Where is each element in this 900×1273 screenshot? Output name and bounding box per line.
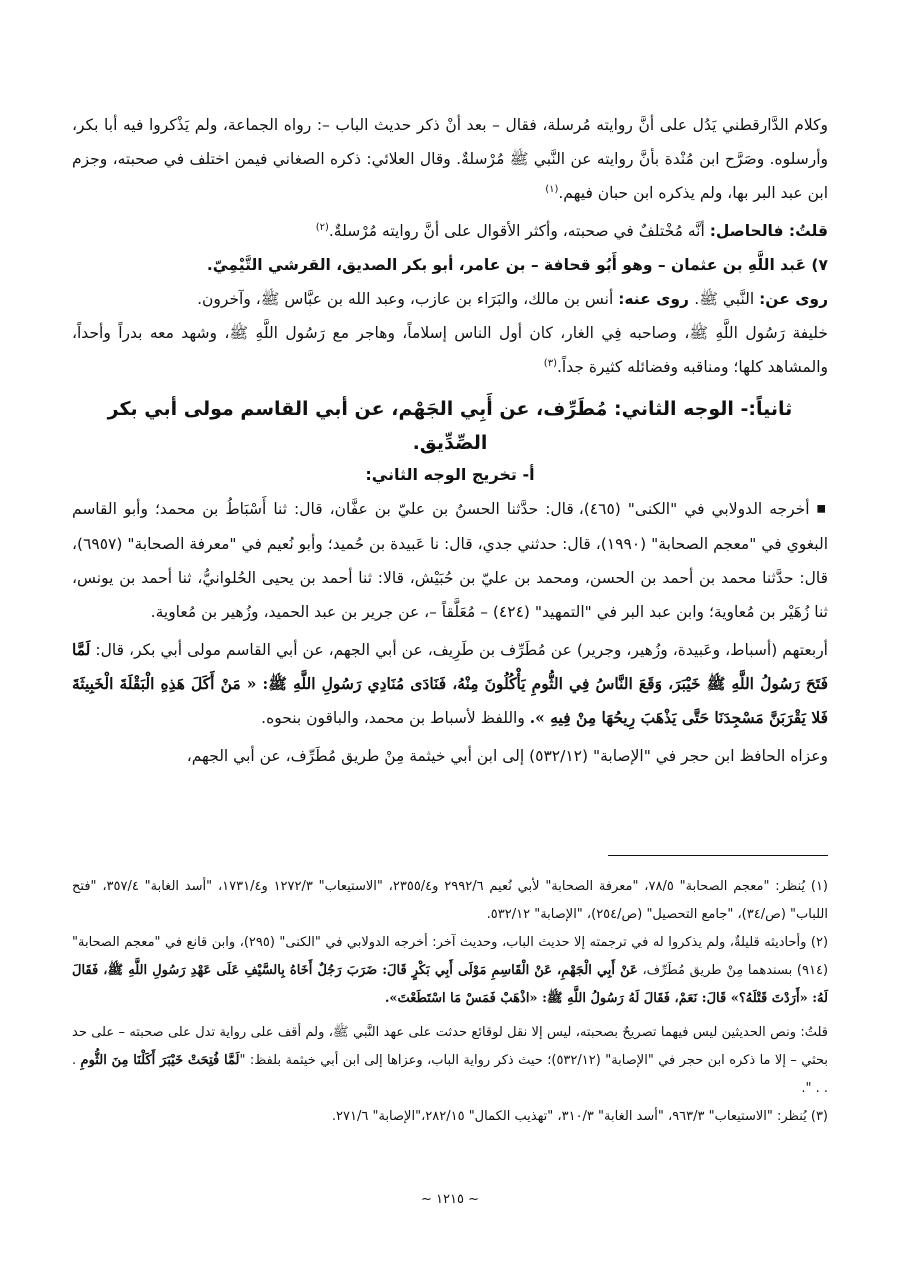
main-text [72,108,828,773]
footnote-separator [608,855,828,856]
footnotes [72,873,828,1131]
hadith-text: لَمَّا فَتَحَ رَسُولُ اللَّهِ ﷺ خَيْبَرَ، وَقَعَ النَّاسُ فِي الثُّومِ يَأْكُلُونَ مِنْهُ، فَنَادَى مُنَادِي رَسُولِ اللَّهِ ﷺ: « مَنْ أَكَلَ هَذِهِ الْبَقْلَةَ الْخَبِيثَةَ فَلا يَقْرَبَنَّ مَسْجِدَنَا حَتَّى يَذْهَبَ رِيحُهَا مِنْ فِيهِ ». [72,639,828,727]
paragraph-biography: خليفة رَسُول اللَّهِ ﷺ، وصاحبه فِي الغار، كان أول الناس إسلاماً، وهاجر مع رَسُول اللَّهِ ﷺ، وشهد معه بدراً وأحداً، والمشاهد كلها؛ ومناقبه وفضائله كثيرة جداً.$^{(٣)}$ [72,324,828,376]
conclusion-label: قلتُ: فالحاصل: [709,222,828,240]
paragraph-hadith: أربعتهم (أسباط، وعَبيدة، وزُهير، وجرير) عن مُطَرِّف بن طَرِيف، عن أبي الجهم، عن أبي القاسم مولى أبي بكر، قال: لَمَّا فَتَحَ رَسُولُ اللَّهِ ﷺ خَيْبَرَ، وَقَعَ النَّاسُ فِي الثُّومِ يَأْكُلُونَ مِنْهُ، فَنَادَى مُنَادِي رَسُولِ اللَّهِ ﷺ: « مَنْ أَكَلَ هَذِهِ الْبَقْلَةَ الْخَبِيثَةَ فَلا يَقْرَبَنَّ مَسْجِدَنَا حَتَّى يَذْهَبَ رِيحُهَا مِنْ فِيهِ ». واللفظ لأسباط بن محمد، والباقون بنحوه. [72,639,828,727]
footnote-3: (٣) يُنظر: "الاستيعاب" ٩٦٣/٣، "أسد الغابة" ٣١٠/٣، "تهذيب الكمال" ٢٨٢/١٥،"الإصابة" ٢٧١/٦. [331,1109,828,1124]
section-subheading: أ- تخريج الوجه الثاني: [365,465,535,484]
section-heading: ثانياً:- الوجه الثاني: مُطَرِّف، عن أَبِي الجَهْم، عن أبي القاسم مولى أبي بكر الصِّدِّيق. [107,398,793,454]
footnote-ref-1[interactable]: (١) [545,183,559,195]
narrated-by-label: روى عنه: [618,290,695,308]
footnote-2: (٢) وأحاديثه قليلةٌ، ولم يذكروا له في ترجمته إلا حديث الباب، وحديث آخر: أخرجه الدولابي في "الكنى" (٢٩٥)، وابن قانع في "معجم الصحابة" (٩١٤) بسندهما مِنْ طريق مُطَرِّف، عَنْ أَبِي الْجَهْمِ، عَنْ الْقَاسِمِ مَوْلَى أَبِي بَكْرٍ قَالَ: ضَرَبَ رَجُلٌ أَخَاهُ بِالسَّيْفِ عَلَى عَهْدِ رَسُولِ اللَّهِ ﷺ، فَقَالَ لَهُ: «أَرَدْتَ قَتْلَهُ؟» قَالَ: نَعَمْ، فَقَالَ لَهُ رَسُولُ اللَّهِ ﷺ: «اذْهَبْ فَمَسْ مَا اسْتَطَعْتَ». [72,935,829,1006]
footnote-2-quote: لَمَّا فُتِحَتْ خَيْبَرَ أَكَلْنَا مِنَ الثُّومِ [80,1053,240,1068]
narrated-from-label: روى عن: [759,290,828,308]
narrator-heading: ٧) عَبد اللَّهِ بن عثمان – وهو أَبُو قحافة – بن عامر، أبو بكر الصديق، القرشي التَّيْمِيّ. [206,256,828,274]
paragraph-conclusion: قلتُ: فالحاصل: أنَّه مُخْتلفٌ في صحبته، وأكثر الأقوال على أنَّ روايته مُرْسلةٌ.$^{(٢)}$ [315,221,828,240]
paragraph-narrations: روى عن: النَّبي ﷺ. روى عنه: أنس بن مالك، والبَرَاء بن عازب، وعبد الله بن عبَّاس ﷺ، وآخرون. [197,290,828,308]
bullet-square-icon: ■ [816,503,828,515]
footnote-2-hadith: عَنْ أَبِي الْجَهْمِ، عَنْ الْقَاسِمِ مَوْلَى أَبِي بَكْرٍ قَالَ: ضَرَبَ رَجُلٌ أَخَاهُ بِالسَّيْفِ عَلَى عَهْدِ رَسُولِ اللَّهِ ﷺ، فَقَالَ لَهُ: «أَرَدْتَ قَتْلَهُ؟» قَالَ: نَعَمْ، فَقَالَ لَهُ رَسُولُ اللَّهِ ﷺ: «اذْهَبْ فَمَسْ مَا اسْتَطَعْتَ». [72,963,828,1006]
footnote-ref-3[interactable]: (٣) [543,357,557,369]
footnote-2-comment: قلتُ: ونص الحديثين ليس فيهما تصريحٌ بصحبته، ليس إلا نقل لوقائع حدثت على عهد النَّبي ﷺ، ولم أقف على رواية تدل على صحبته – على حد بحثي – إلا ما ذكره ابن حجر في "الإصابة" (٥٣٢/١٢)؛ حيث ذكر رواية الباب، وعزاها إلى ابن أبي خيثمة بلفظ: "لَمَّا فُتِحَتْ خَيْبَرَ أَكَلْنَا مِنَ الثُّومِ . . . ". [72,1025,829,1096]
footnote-1: (١) يُنظر: "معجم الصحابة" ٧٨/٥، "معرفة الصحابة" لأبي نُعيم ٢٩٩٢/٦ و٢٣٥٥/٤، "الاستيعاب" ١٢٧٢/٣ و١٧٣١/٤، "أسد الغابة" ٣٥٧/٤، "فتح اللباب" (ص/٣٤)، "جامع التحصيل" (ص/٢٥٤)، "الإصابة" ٥٣٢/١٢. [72,879,828,922]
page-number: ~ ١٢١٥ ~ [421,1192,479,1207]
paragraph-takhrij: ■ أخرجه الدولابي في "الكنى" (٤٦٥)، قال: حدَّثنا الحسنُ بن عليّ بن عفَّان، قال: ثنا أَسْبَاطُ بن محمد؛ وأبو القاسم البغوي في "معجم الصحابة" (١٩٩٠)، قال: حدثني جدي، قال: نا عَبيدة بن حُميد؛ وأبو نُعيم في "معرفة الصحابة" (٦٩٥٧)، قال: حدَّثنا محمد بن أحمد بن الحسن، ومحمد بن عليّ بن حُبَيْش، قالا: ثنا أحمد بن يحيى الحُلوانيُّ، ثنا أحمد بن يونس، ثنا زُهَيْر بن مُعاوية؛ وابن عبد البر في "التمهيد" (٤٢٤) – مُعَلَّقاً –، عن جرير بن عبد الحميد، وزُهير بن مُعاوية. [72,500,828,621]
paragraph-attribution: وعزاه الحافظ ابن حجر في "الإصابة" (٥٣٢/١٢) إلى ابن أبي خيثمة مِنْ طريق مُطَرِّف، عن أبي الجهم، [186,746,828,765]
paragraph-daraqutni: وكلام الدَّارقطني يَدُل على أنَّ روايته مُرسلة، فقال – بعد أنْ ذكر حديث الباب –: رواه الجماعة، ولم يَذْكروا فيه أبا بكر، وأرسلوه. وصَرَّح ابن مُنْدة بأنَّ روايته عن النَّبي ﷺ مُرْسلةٌ. وقال العلائي: ذكره الصغاني فيمن اختلف في صحبته، وجزم ابن عبد البر بها، ولم يذكره ابن حبان فيهم.$^{(١)}$ [72,116,828,202]
footnote-ref-2[interactable]: (٢) [315,221,329,233]
